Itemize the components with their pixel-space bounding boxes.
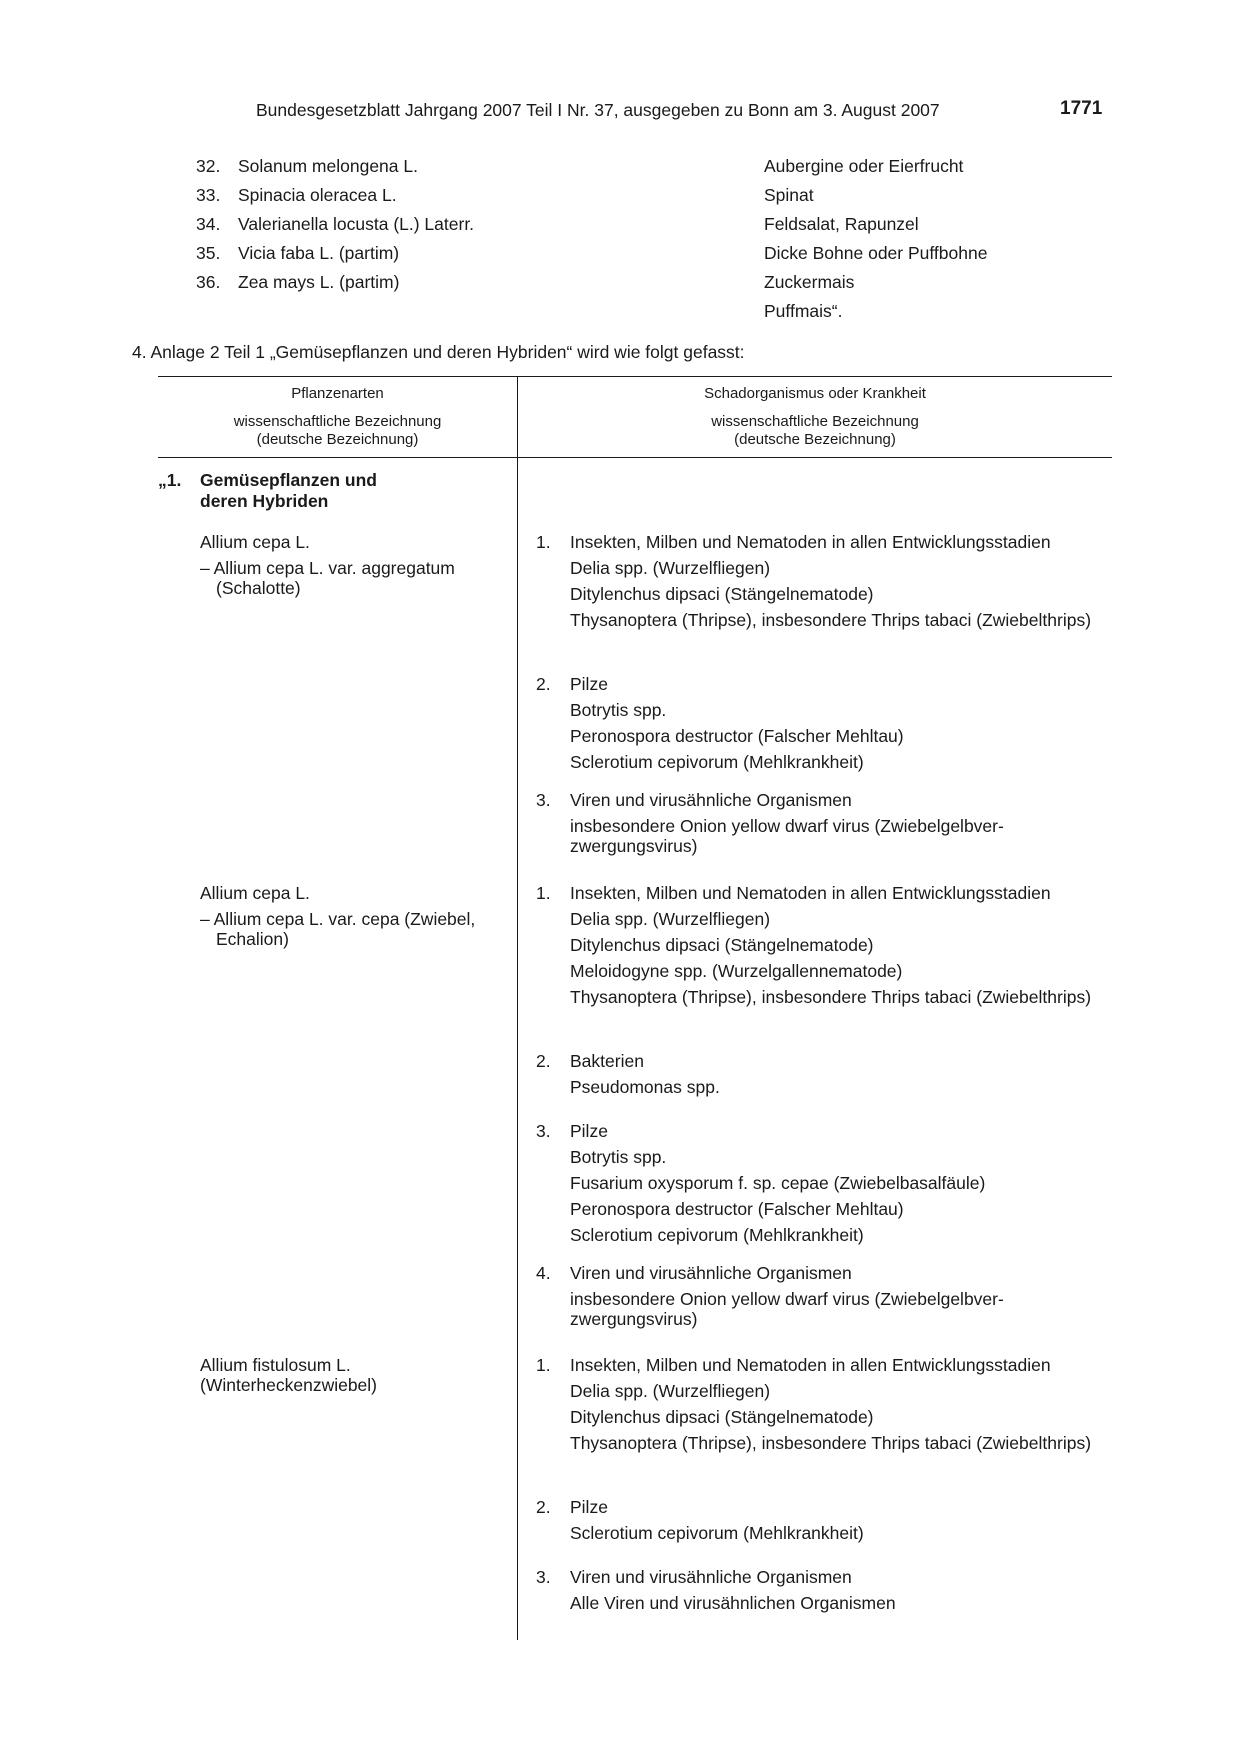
- organism-item: Meloidogyne spp. (Wurzelgallennematode): [570, 961, 903, 981]
- plant-variety: – Allium cepa L. var. cepa (Zwiebel, Echalion): [200, 909, 476, 949]
- organism-group-number: 1.: [536, 883, 551, 903]
- plant-entry: [200, 532, 500, 604]
- plant-common-name: (Winterheckenzwiebel): [200, 1375, 378, 1395]
- plant-name: Allium fistulosum L.: [200, 1355, 351, 1375]
- list-item: [196, 243, 1036, 272]
- german-name: Puffmais“.: [764, 301, 843, 321]
- column-header-subtitle: wissenschaftliche Bezeichnung: [711, 413, 919, 430]
- organism-group-heading: [536, 790, 1112, 810]
- organism-group-title: Insekten, Milben und Nematoden in allen Entwicklungsstadien: [570, 1355, 1051, 1375]
- list-item-number: 33.: [196, 185, 221, 205]
- organism-item: insbesondere Onion yellow dwarf virus (Zwiebelgelbver-zwergungsvirus): [570, 816, 1004, 856]
- organism-group: [536, 1121, 1112, 1251]
- organism-group: [536, 1263, 1112, 1335]
- organism-group-number: 2.: [536, 674, 551, 694]
- german-name: Spinat: [764, 185, 814, 205]
- category-title-line: Gemüsepflanzen und: [200, 470, 377, 490]
- organism-group: [536, 790, 1112, 862]
- organism-group-title: Viren und virusähnliche Organismen: [570, 1567, 852, 1587]
- scientific-name: Vicia faba L. (partim): [238, 243, 400, 263]
- plant-variety: – Allium cepa L. var. aggregatum (Schalotte): [200, 558, 455, 598]
- organism-group: [536, 1567, 1112, 1619]
- organism-group-title: Insekten, Milben und Nematoden in allen Entwicklungsstadien: [570, 532, 1051, 552]
- list-item-number: 35.: [196, 243, 221, 263]
- organism-item: Thysanoptera (Thripse), insbesondere Thrips tabaci (Zwiebelthrips): [570, 610, 1092, 630]
- scientific-name: Spinacia oleracea L.: [238, 185, 397, 205]
- organism-item: Alle Viren und virusähnlichen Organismen: [570, 1593, 896, 1613]
- organism-group-number: 3.: [536, 790, 551, 810]
- organism-group-number: 2.: [536, 1051, 551, 1071]
- organism-group-heading: [536, 1355, 1112, 1375]
- organism-group-number: 3.: [536, 1121, 551, 1141]
- list-item: [196, 214, 1036, 243]
- organism-group: [536, 674, 1112, 778]
- organism-item: Pseudomonas spp.: [570, 1077, 720, 1097]
- plant-name: Allium cepa L.: [200, 532, 310, 552]
- organism-group-title: Pilze: [570, 1121, 608, 1141]
- organism-group-heading: [536, 674, 1112, 694]
- column-header-plant-species: [158, 385, 517, 449]
- previous-species-list: [196, 156, 1036, 330]
- column-header-harmful-organism: [518, 385, 1112, 449]
- column-header-title: Pflanzenarten: [291, 385, 384, 402]
- organism-group-heading: [536, 1051, 1112, 1071]
- organism-item: Delia spp. (Wurzelfliegen): [570, 558, 771, 578]
- organism-group-title: Pilze: [570, 674, 608, 694]
- organism-item: insbesondere Onion yellow dwarf virus (Zwiebelgelbver-zwergungsvirus): [570, 1289, 1004, 1329]
- organism-group-title: Insekten, Milben und Nematoden in allen Entwicklungsstadien: [570, 883, 1051, 903]
- plant-entry: [200, 883, 500, 955]
- organism-item: Thysanoptera (Thripse), insbesondere Thrips tabaci (Zwiebelthrips): [570, 987, 1092, 1007]
- organism-item: Ditylenchus dipsaci (Stängelnematode): [570, 584, 874, 604]
- german-name: Zuckermais: [764, 272, 855, 292]
- list-item: [196, 272, 1036, 301]
- running-header: Bundesgesetzblatt Jahrgang 2007 Teil I Nr. 37, ausgegeben zu Bonn am 3. August 2007: [256, 100, 940, 120]
- organism-group-title: Viren und virusähnliche Organismen: [570, 1263, 852, 1283]
- organism-group: [536, 1355, 1112, 1459]
- category-title: [200, 470, 377, 512]
- scientific-name: Solanum melongena L.: [238, 156, 418, 176]
- plant-entry: [200, 1355, 500, 1401]
- list-item: [196, 301, 1036, 330]
- organism-group-number: 4.: [536, 1263, 551, 1283]
- organism-group-heading: [536, 883, 1112, 903]
- german-name: Aubergine oder Eierfrucht: [764, 156, 964, 176]
- column-header-subtitle: (deutsche Bezeichnung): [734, 431, 896, 448]
- organism-group: [536, 1497, 1112, 1549]
- organism-group-number: 3.: [536, 1567, 551, 1587]
- organism-group-heading: [536, 1567, 1112, 1587]
- category-number: „1.: [158, 470, 182, 490]
- organism-item: Fusarium oxysporum f. sp. cepae (Zwiebelbasalfäule): [570, 1173, 986, 1193]
- organism-group-number: 2.: [536, 1497, 551, 1517]
- list-item: [196, 156, 1036, 185]
- organism-group-heading: [536, 532, 1112, 552]
- amendment-item-4: 4. Anlage 2 Teil 1 „Gemüsepflanzen und deren Hybriden“ wird wie folgt gefasst:: [132, 342, 745, 362]
- organism-item: Sclerotium cepivorum (Mehlkrankheit): [570, 1523, 864, 1543]
- column-header-title: Schadorganismus oder Krankheit: [704, 385, 926, 402]
- scientific-name: Valerianella locusta (L.) Laterr.: [238, 214, 475, 234]
- organism-item: Botrytis spp.: [570, 1147, 667, 1167]
- organism-group-heading: [536, 1121, 1112, 1141]
- list-item-number: 32.: [196, 156, 221, 176]
- list-item-number: 36.: [196, 272, 221, 292]
- german-name: Feldsalat, Rapunzel: [764, 214, 919, 234]
- organism-item: Botrytis spp.: [570, 700, 667, 720]
- organism-item: Delia spp. (Wurzelfliegen): [570, 909, 771, 929]
- category-title-line: deren Hybriden: [200, 491, 329, 511]
- table-top-rule: [158, 376, 1112, 377]
- organism-item: Ditylenchus dipsaci (Stängelnematode): [570, 1407, 874, 1427]
- organism-group: [536, 1051, 1112, 1103]
- organism-group-heading: [536, 1263, 1112, 1283]
- organism-item: Peronospora destructor (Falscher Mehltau): [570, 1199, 904, 1219]
- table-header-rule: [158, 457, 1112, 458]
- organism-group-title: Viren und virusähnliche Organismen: [570, 790, 852, 810]
- column-header-subtitle: (deutsche Bezeichnung): [256, 431, 419, 448]
- organism-group: [536, 532, 1112, 636]
- scientific-name: Zea mays L. (partim): [238, 272, 400, 292]
- column-header-subtitle: wissenschaftliche Bezeichnung: [233, 413, 442, 430]
- organism-item: Peronospora destructor (Falscher Mehltau): [570, 726, 904, 746]
- organism-item: Ditylenchus dipsaci (Stängelnematode): [570, 935, 874, 955]
- organism-group-number: 1.: [536, 532, 551, 552]
- organism-item: Thysanoptera (Thripse), insbesondere Thrips tabaci (Zwiebelthrips): [570, 1433, 1092, 1453]
- organism-group-title: Bakterien: [570, 1051, 644, 1071]
- plant-name: Allium cepa L.: [200, 883, 310, 903]
- organism-group-number: 1.: [536, 1355, 551, 1375]
- organism-group-title: Pilze: [570, 1497, 608, 1517]
- organism-item: Sclerotium cepivorum (Mehlkrankheit): [570, 1225, 864, 1245]
- list-item-number: 34.: [196, 214, 221, 234]
- list-item: [196, 185, 1036, 214]
- page-number: 1771: [1060, 98, 1103, 119]
- organism-group-heading: [536, 1497, 1112, 1517]
- organism-item: Sclerotium cepivorum (Mehlkrankheit): [570, 752, 864, 772]
- german-name: Dicke Bohne oder Puffbohne: [764, 243, 988, 263]
- organism-group: [536, 883, 1112, 1013]
- table-column-divider: [517, 376, 518, 1640]
- organism-item: Delia spp. (Wurzelfliegen): [570, 1381, 771, 1401]
